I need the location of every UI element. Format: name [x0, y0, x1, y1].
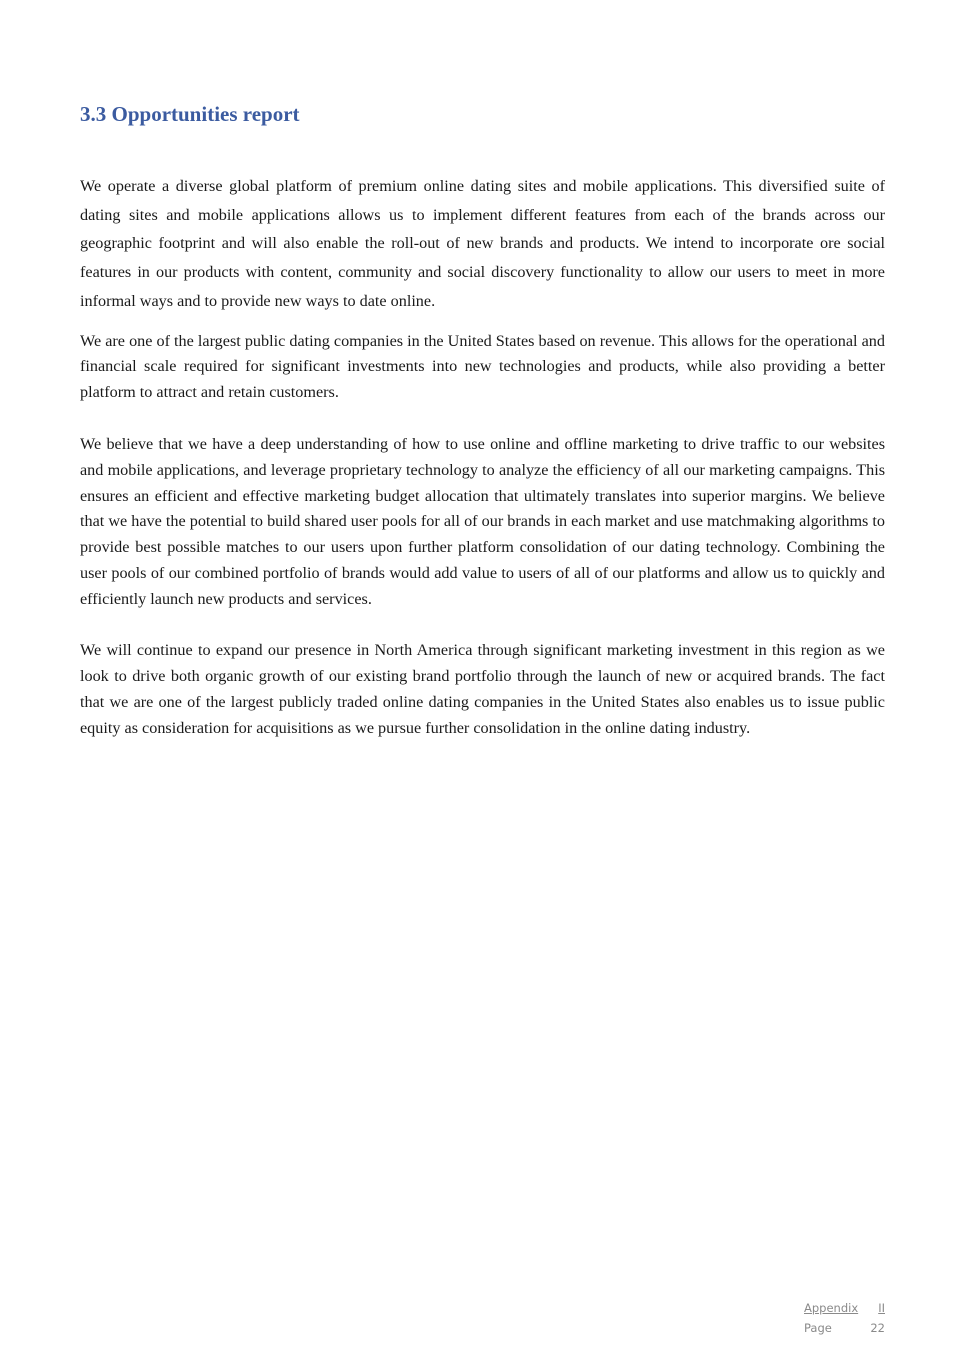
page-label: Page	[804, 1321, 832, 1335]
page-number: 22	[870, 1321, 885, 1335]
page-footer	[804, 1298, 885, 1338]
footer-page	[804, 1318, 885, 1338]
paragraph-1: We operate a diverse global platform of premium online dating sites and mobile applications. This diversified suite of dating sites and mobile applications allows us to implement different features from each of the brands across our geographic footprint and will also enable the roll-out of new brands and products. We intend to incorporate ore social features in our products with content, community and social discovery functionality to allow our users to meet in more informal ways and to provide new ways to date online.	[80, 177, 885, 310]
paragraph-2: We are one of the largest public dating companies in the United States based on revenue. This allows for the operational and financial scale required for significant investments into new technologies and products, while also providing a better platform to attract and retain customers.	[80, 331, 885, 402]
body-text	[80, 172, 885, 742]
appendix-number: II	[878, 1301, 885, 1315]
appendix-label: Appendix	[804, 1301, 859, 1315]
paragraph-3: We believe that we have a deep understanding of how to use online and offline marketing to drive traffic to our websites and mobile applications, and leverage proprietary technology to analyze the efficiency of all our marketing campaigns. This ensures an efficient and effective marketing budget allocation that ultimately translates into superior margins. We believe that we have the potential to build shared user pools for all of our brands in each market and use matchmaking algorithms to provide best possible matches to our users upon further platform consolidation of our dating technology. Combining the user pools of our combined portfolio of brands would add value to users of all of our platforms and allow us to quickly and efficiently launch new products and services.	[80, 434, 885, 608]
paragraph-4: We will continue to expand our presence in North America through significant marketing investment in this region as we look to drive both organic growth of our existing brand portfolio through the launch of new or acquired brands. The fact that we are one of the largest publicly traded online dating companies in the United States also enables us to issue public equity as consideration for acquisitions as we pursue further consolidation in the online dating industry.	[80, 641, 885, 737]
section-heading: 3.3 Opportunities report	[80, 102, 300, 126]
footer-appendix	[804, 1298, 885, 1318]
